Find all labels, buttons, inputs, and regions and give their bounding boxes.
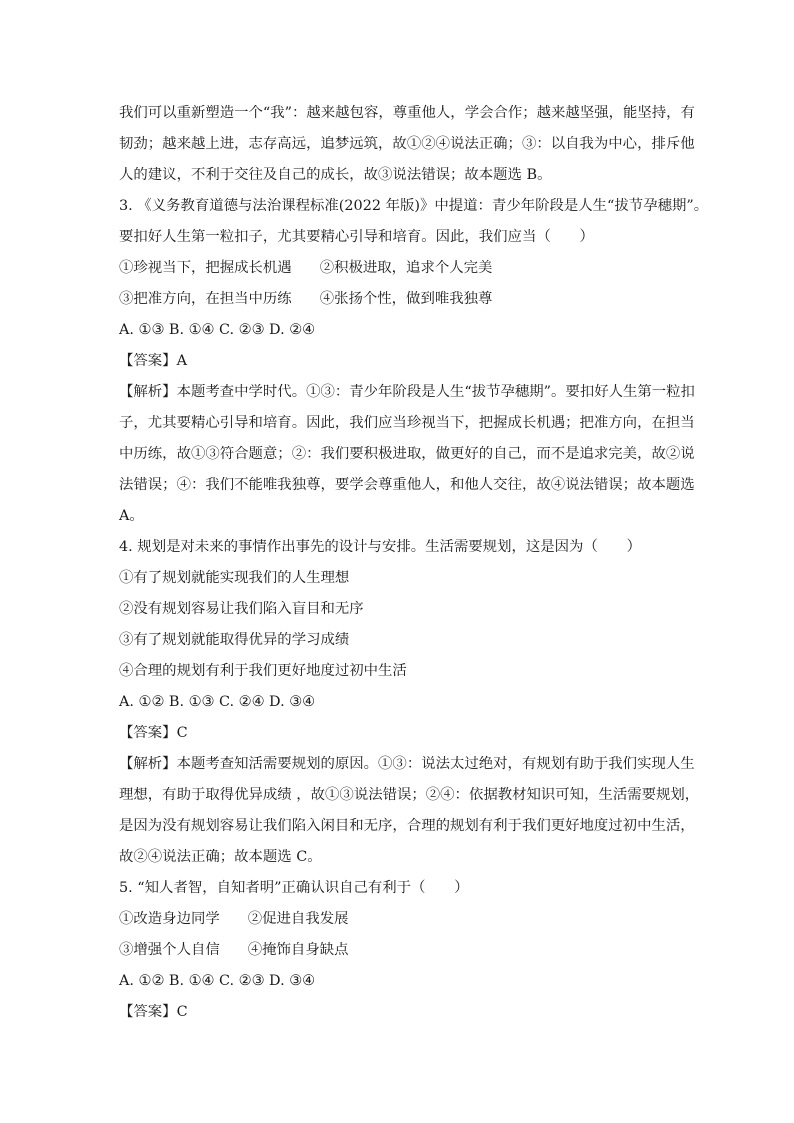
prev-explanation-line-2: 韧劲；越来越上进，志存高远，追梦远筑，故①②④说法正确；③：以自我为中心，排斥他	[119, 136, 695, 152]
question-4-option-3: ③有了规划就能取得优异的学习成绩	[119, 632, 350, 648]
question-4-choices: A. ①② B. ①③ C. ②④ D. ③④	[119, 694, 316, 710]
question-3-stem-line-1: 3. 《义务教育道德与法治课程标准(2022 年版)》中提道：青少年阶段是人生“拔节孕穗期”。	[119, 198, 709, 214]
question-4-explanation-line-3: 是因为没有规划容易让我们陷入闲目和无序，合理的规划有利于我们更好地度过初中生活，	[119, 818, 695, 834]
question-5-options-row-2	[119, 940, 349, 960]
question-4-explanation-line-2: 理想，有助于取得优异成绩 ，故①③说法错误；②④：依据教材知识可知，生活需要规划，	[119, 787, 700, 803]
question-5-option-2: ②促进自我发展	[247, 911, 349, 927]
prev-explanation-line-3: 人的建议，不利于交往及自己的成长，故③说法错误；故本题选 B。	[119, 167, 552, 183]
question-5-answer: 【答案】C	[119, 1004, 188, 1020]
question-4-option-2: ②没有规划容易让我们陷入盲目和无序	[119, 601, 364, 617]
question-4-explanation-line-4: 故②④说法正确；故本题选 C。	[119, 849, 322, 865]
question-3-answer: 【答案】A	[119, 353, 187, 369]
question-3-options-row-2	[119, 289, 492, 309]
question-4-option-4: ④合理的规划有利于我们更好地度过初中生活	[119, 663, 407, 679]
question-5-option-4: ④掩饰自身缺点	[247, 942, 349, 958]
question-5-option-3: ③增强个人自信	[119, 942, 220, 958]
question-3-explanation-line-4: 法错误；④：我们不能唯我独尊，要学会尊重他人，和他人交往，故④说法错误；故本题选	[119, 477, 695, 493]
question-3-option-4: ④张扬个性，做到唯我独尊	[319, 291, 493, 307]
question-4-explanation-line-1: 【解析】本题考查知活需要规划的原因。①③：说法太过绝对，有规划有助于我们实现人生	[119, 756, 695, 772]
question-4-stem: 4. 规划是对未来的事情作出事先的设计与安排。生活需要规划，这是因为（ ）	[119, 539, 641, 555]
question-3-option-2: ②积极进取，追求个人完美	[319, 260, 493, 276]
question-3-choices: A. ①③ B. ①④ C. ②③ D. ②④	[119, 322, 316, 338]
question-3-explanation-line-3: 中历练，故①③符合题意；②：我们要积极进取，做更好的自己，而不是追求完美，故②说	[119, 446, 695, 462]
question-4-answer: 【答案】C	[119, 725, 188, 741]
question-3-explanation-line-5: A。	[119, 508, 144, 524]
question-5-stem: 5. “知人者智，自知者明”正确认识自己有利于（ ）	[119, 880, 469, 896]
question-5-options-row-1	[119, 909, 349, 929]
question-3-explanation-line-2: 子，尤其要精心引导和培育。因此，我们应当珍视当下，把握成长机遇；把准方向，在担当	[119, 415, 695, 431]
question-3-option-3: ③把准方向，在担当中历练	[119, 291, 292, 307]
question-5-choices: A. ①② B. ①④ C. ②③ D. ③④	[119, 973, 316, 989]
question-3-option-1: ①珍视当下，把握成长机遇	[119, 260, 292, 276]
prev-explanation-line-1: 我们可以重新塑造一个“我”：越来越包容，尊重他人，学会合作；越来越坚强，能坚持，有	[119, 105, 695, 121]
question-4-option-1: ①有了规划就能实现我们的人生理想	[119, 570, 350, 586]
question-3-options-row-1	[119, 258, 492, 278]
question-3-explanation-line-1: 【解析】本题考查中学时代。①③：青少年阶段是人生“拔节孕穗期”。要扣好人生第一粒扣	[119, 384, 695, 400]
question-3-stem-line-2: 要扣好人生第一粒扣子，尤其要精心引导和培育。因此，我们应当（ ）	[119, 229, 594, 245]
question-5-option-1: ①改造身边同学	[119, 911, 220, 927]
